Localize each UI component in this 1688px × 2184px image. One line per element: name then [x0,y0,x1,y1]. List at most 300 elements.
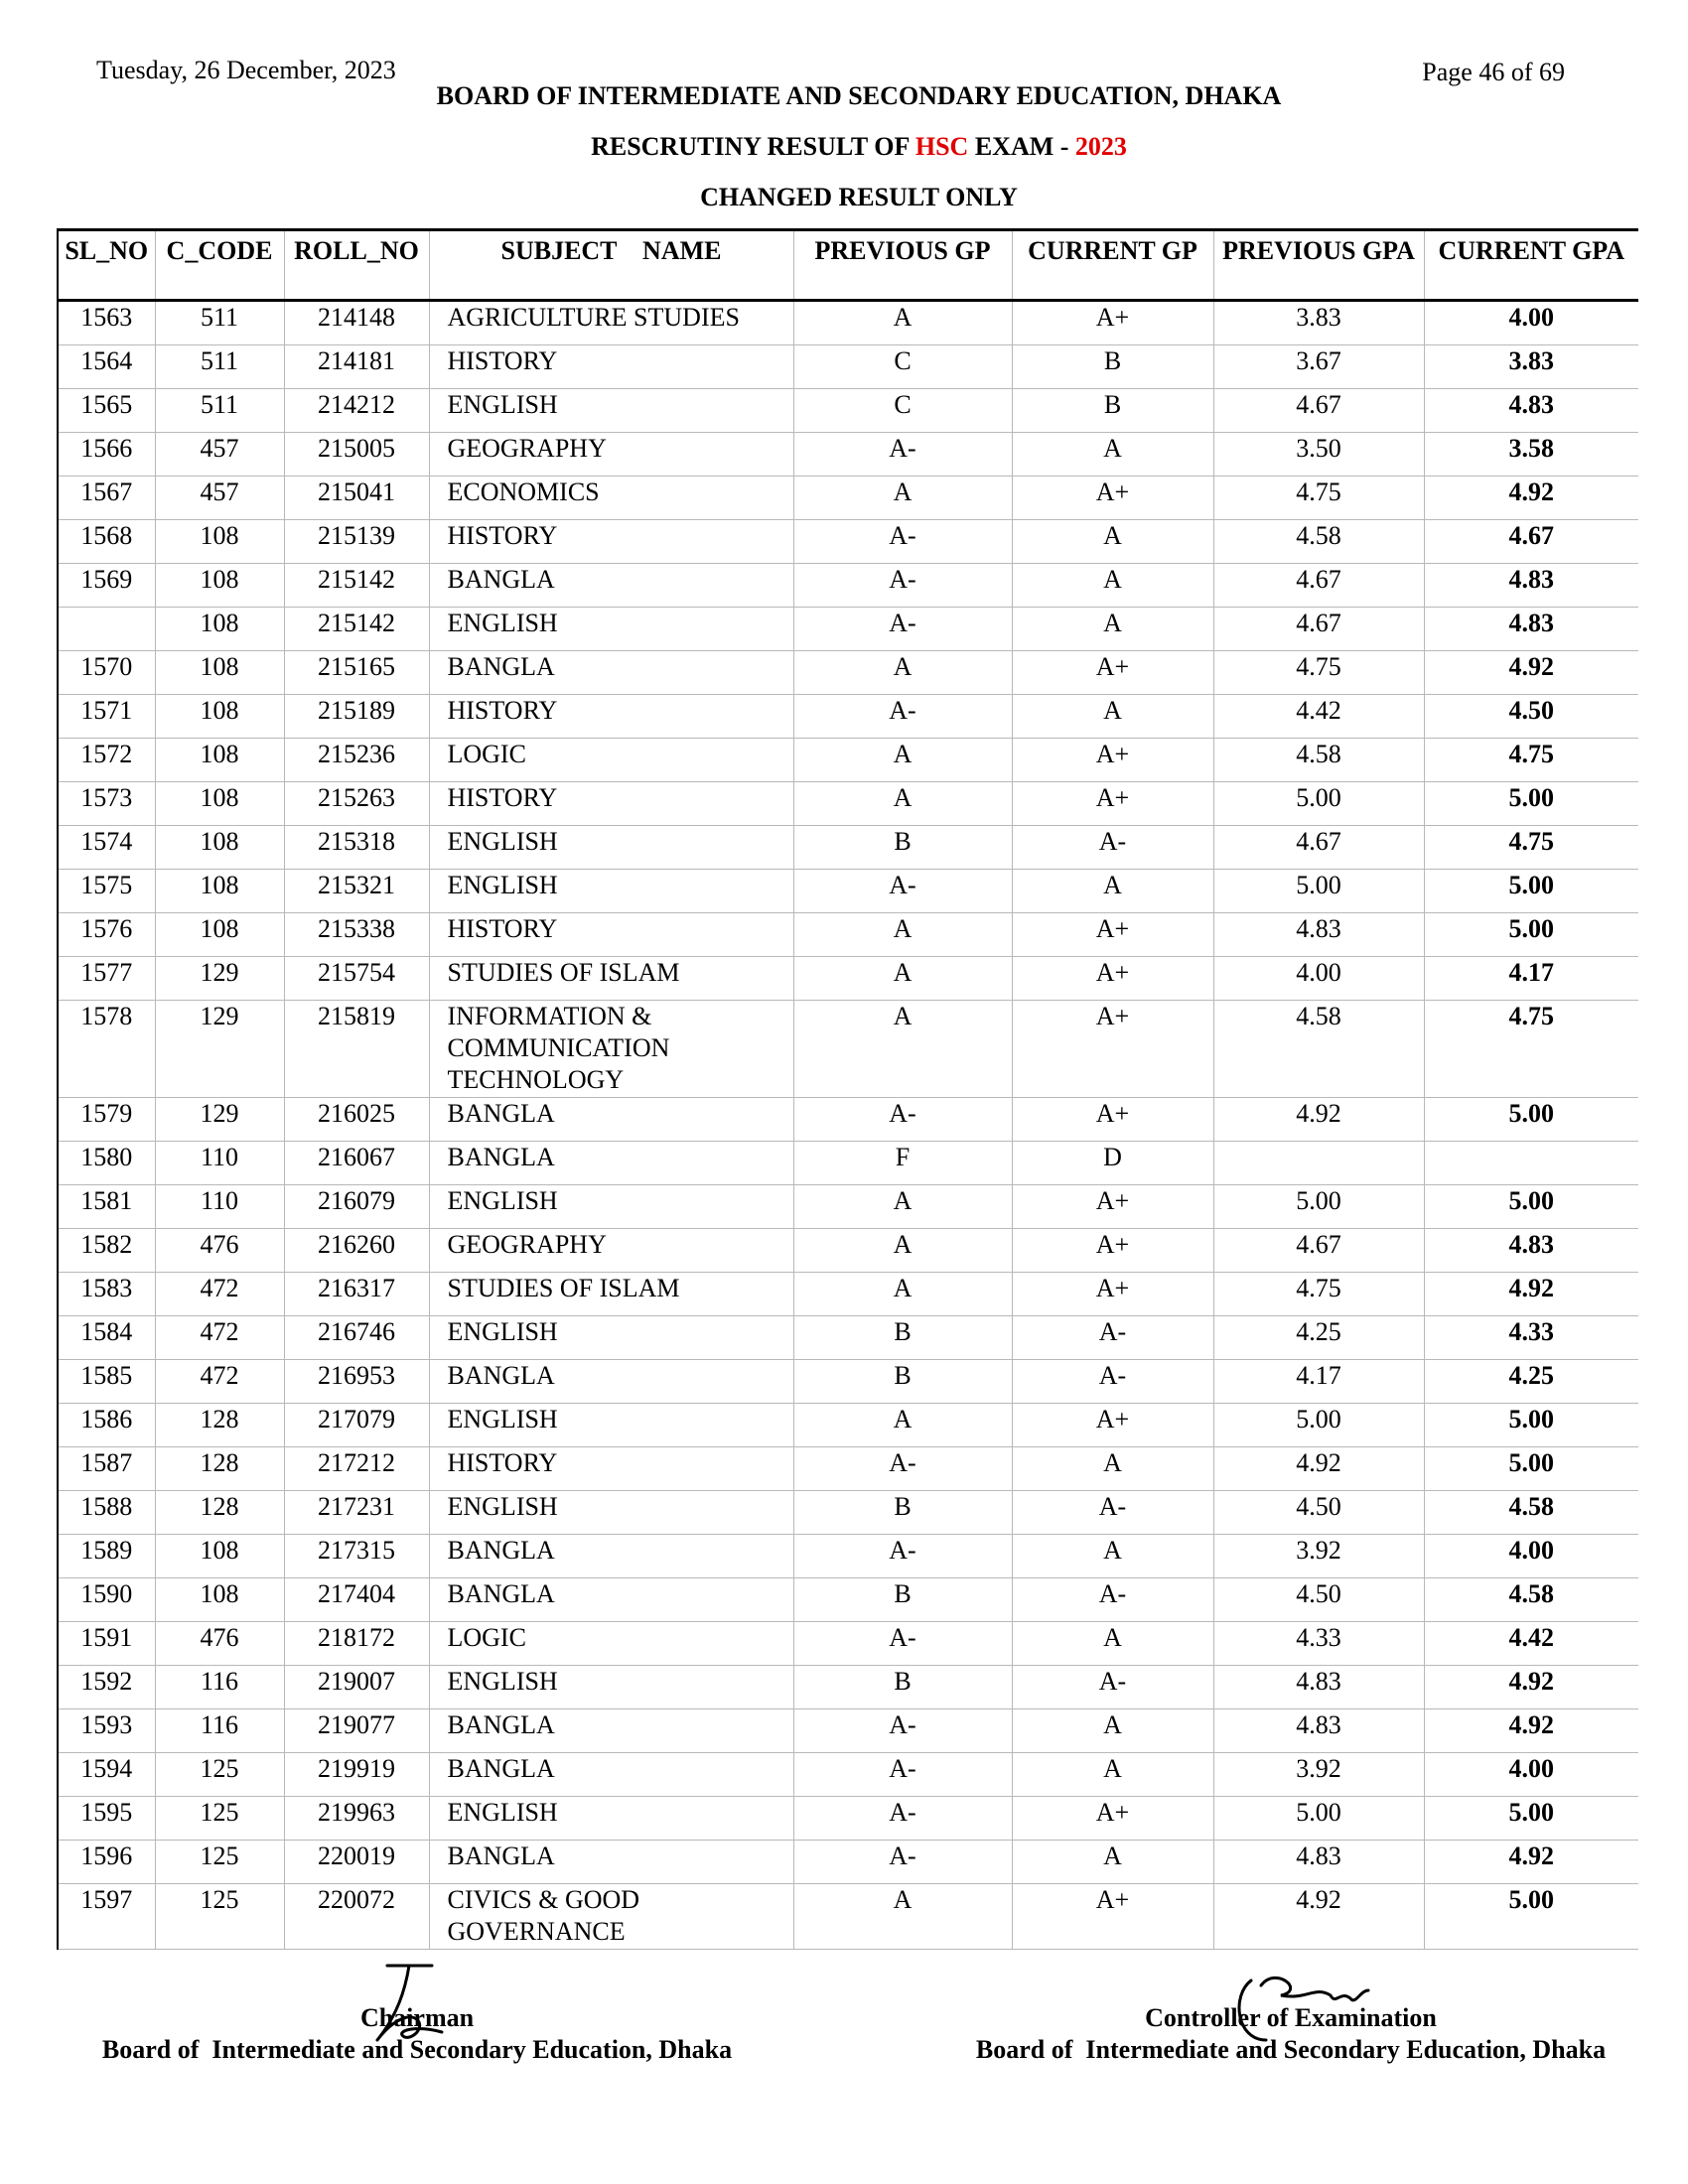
current-gp-cell: A+ [1012,739,1213,782]
table-row [58,1360,1638,1404]
title-mid: EXAM - [968,132,1075,161]
current-gp-cell: A+ [1012,1404,1213,1447]
previous-gpa-cell: 5.00 [1213,1185,1424,1229]
c-code-cell: 128 [155,1447,284,1491]
roll-no-cell: 215139 [284,520,429,564]
previous-gp-cell: A [793,1185,1012,1229]
previous-gp-cell: A- [793,608,1012,651]
subject-cell: LOGIC [429,1622,793,1666]
previous-gpa-cell: 4.83 [1213,913,1424,957]
current-gp-cell: A- [1012,1360,1213,1404]
current-gpa-cell: 5.00 [1424,1447,1638,1491]
table-row [58,564,1638,608]
previous-gpa-cell: 4.83 [1213,1709,1424,1753]
c-code-cell: 129 [155,1098,284,1142]
roll-no-cell: 220019 [284,1841,429,1884]
roll-no-cell: 216953 [284,1360,429,1404]
report-subtitle: CHANGED RESULT ONLY [700,183,1018,211]
current-gp-cell: A+ [1012,913,1213,957]
current-gp-cell: D [1012,1142,1213,1185]
table-body [58,301,1638,1950]
col-header-roll-no: ROLL_NO [284,230,429,301]
c-code-cell: 129 [155,1001,284,1098]
subject-cell: HISTORY [429,520,793,564]
table-row [58,957,1638,1001]
sl-no-cell: 1592 [58,1666,155,1709]
roll-no-cell: 217404 [284,1578,429,1622]
roll-no-cell: 215189 [284,695,429,739]
subject-cell: BANGLA [429,1841,793,1884]
sl-no-cell: 1563 [58,301,155,345]
c-code-cell: 125 [155,1884,284,1950]
table-row [58,1404,1638,1447]
title-year: 2023 [1074,132,1127,161]
table-row [58,1447,1638,1491]
previous-gpa-cell: 4.83 [1213,1666,1424,1709]
current-gpa-cell: 4.50 [1424,695,1638,739]
sl-no-cell: 1596 [58,1841,155,1884]
col-header-c-code: C_CODE [155,230,284,301]
previous-gpa-cell: 4.67 [1213,608,1424,651]
previous-gpa-cell: 4.75 [1213,1273,1424,1316]
chairman-signature-block [70,2002,765,2066]
current-gpa-cell: 4.83 [1424,564,1638,608]
c-code-cell: 476 [155,1622,284,1666]
table-row [58,1491,1638,1535]
previous-gp-cell: A- [793,1535,1012,1578]
c-code-cell: 116 [155,1709,284,1753]
current-gpa-cell: 5.00 [1424,1185,1638,1229]
current-gp-cell: A [1012,1535,1213,1578]
previous-gpa-cell: 4.25 [1213,1316,1424,1360]
sl-no-cell: 1578 [58,1001,155,1098]
current-gp-cell: A- [1012,826,1213,870]
sl-no-cell: 1568 [58,520,155,564]
previous-gp-cell: A- [793,1622,1012,1666]
current-gpa-cell: 4.92 [1424,1841,1638,1884]
subject-cell: LOGIC [429,739,793,782]
current-gp-cell: A+ [1012,782,1213,826]
current-gp-cell: A [1012,564,1213,608]
subject-cell: ENGLISH [429,1404,793,1447]
roll-no-cell: 215263 [284,782,429,826]
table-row [58,1229,1638,1273]
subject-cell: ENGLISH [429,389,793,433]
table-row [58,1753,1638,1797]
sl-no-cell: 1566 [58,433,155,477]
subject-cell: ECONOMICS [429,477,793,520]
c-code-cell: 108 [155,1578,284,1622]
roll-no-cell: 215236 [284,739,429,782]
roll-no-cell: 214212 [284,389,429,433]
sl-no-cell: 1581 [58,1185,155,1229]
table-row [58,870,1638,913]
previous-gpa-cell: 4.50 [1213,1491,1424,1535]
table-row [58,520,1638,564]
current-gpa-cell: 4.75 [1424,739,1638,782]
roll-no-cell: 216079 [284,1185,429,1229]
sl-no-cell: 1576 [58,913,155,957]
c-code-cell: 108 [155,870,284,913]
table-row [58,913,1638,957]
roll-no-cell: 216317 [284,1273,429,1316]
previous-gpa-cell: 4.67 [1213,389,1424,433]
previous-gpa-cell: 4.92 [1213,1447,1424,1491]
chairman-org: Board of Intermediate and Secondary Education, Dhaka [101,2035,733,2064]
table-row [58,651,1638,695]
table-row [58,1535,1638,1578]
previous-gp-cell: A- [793,1753,1012,1797]
roll-no-cell: 217315 [284,1535,429,1578]
previous-gp-cell: B [793,1666,1012,1709]
subject-cell: BANGLA [429,564,793,608]
c-code-cell: 128 [155,1404,284,1447]
page-number: Page 46 of 69 [1422,58,1565,86]
subject-cell: INFORMATION & COMMUNICATION TECHNOLOGY [429,1001,793,1098]
roll-no-cell: 215321 [284,870,429,913]
sl-no-cell: 1586 [58,1404,155,1447]
current-gp-cell: B [1012,345,1213,389]
roll-no-cell: 215005 [284,433,429,477]
roll-no-cell: 217079 [284,1404,429,1447]
previous-gp-cell: A- [793,520,1012,564]
subject-cell: ENGLISH [429,870,793,913]
current-gpa-cell: 4.92 [1424,651,1638,695]
c-code-cell: 472 [155,1360,284,1404]
current-gpa-cell: 3.83 [1424,345,1638,389]
sl-no-cell: 1564 [58,345,155,389]
col-header-current-gp: CURRENT GP [1012,230,1213,301]
current-gp-cell: A [1012,695,1213,739]
c-code-cell: 108 [155,913,284,957]
previous-gp-cell: A- [793,1098,1012,1142]
controller-signature-block [943,2002,1638,2066]
current-gp-cell: A [1012,1709,1213,1753]
title-exam: HSC [914,132,969,161]
current-gp-cell: A+ [1012,957,1213,1001]
subject-cell: ENGLISH [429,1797,793,1841]
current-gpa-cell: 4.33 [1424,1316,1638,1360]
previous-gpa-cell: 4.33 [1213,1622,1424,1666]
c-code-cell: 457 [155,433,284,477]
subject-cell: BANGLA [429,1753,793,1797]
subject-cell: BANGLA [429,1709,793,1753]
current-gpa-cell: 4.58 [1424,1578,1638,1622]
previous-gp-cell: A [793,1273,1012,1316]
current-gp-cell: A- [1012,1578,1213,1622]
current-gpa-cell [1424,1142,1638,1185]
c-code-cell: 476 [155,1229,284,1273]
subject-cell: STUDIES OF ISLAM [429,957,793,1001]
current-gpa-cell: 5.00 [1424,1098,1638,1142]
sl-no-cell: 1593 [58,1709,155,1753]
title-prefix: RESCRUTINY RESULT OF [591,132,915,161]
c-code-cell: 108 [155,608,284,651]
col-header-subject-name: SUBJECT NAME [429,230,793,301]
sl-no-cell: 1565 [58,389,155,433]
current-gpa-cell: 4.00 [1424,301,1638,345]
table-row [58,608,1638,651]
subject-cell: BANGLA [429,1360,793,1404]
roll-no-cell: 215338 [284,913,429,957]
table-row [58,1273,1638,1316]
roll-no-cell: 217231 [284,1491,429,1535]
current-gp-cell: A+ [1012,1185,1213,1229]
controller-org: Board of Intermediate and Secondary Education, Dhaka [975,2035,1607,2064]
subject-cell: HISTORY [429,913,793,957]
roll-no-cell: 214181 [284,345,429,389]
previous-gpa-cell: 3.92 [1213,1753,1424,1797]
table-row [58,1666,1638,1709]
table-row [58,345,1638,389]
subject-cell: AGRICULTURE STUDIES [429,301,793,345]
c-code-cell: 108 [155,826,284,870]
sl-no-cell: 1588 [58,1491,155,1535]
subject-cell: HISTORY [429,1447,793,1491]
c-code-cell: 125 [155,1841,284,1884]
previous-gp-cell: A [793,1001,1012,1098]
c-code-cell: 125 [155,1753,284,1797]
previous-gp-cell: B [793,1316,1012,1360]
current-gpa-cell: 4.92 [1424,1666,1638,1709]
previous-gp-cell: A [793,739,1012,782]
current-gp-cell: A+ [1012,651,1213,695]
table-row [58,1622,1638,1666]
roll-no-cell: 218172 [284,1622,429,1666]
roll-no-cell: 215754 [284,957,429,1001]
table-row [58,389,1638,433]
current-gpa-cell: 4.75 [1424,1001,1638,1098]
table-header-row [58,230,1638,301]
previous-gp-cell: A- [793,564,1012,608]
c-code-cell: 110 [155,1185,284,1229]
previous-gpa-cell: 3.50 [1213,433,1424,477]
table-row [58,782,1638,826]
previous-gpa-cell: 3.67 [1213,345,1424,389]
current-gpa-cell: 4.67 [1424,520,1638,564]
table-row [58,477,1638,520]
subject-cell: HISTORY [429,782,793,826]
roll-no-cell: 215819 [284,1001,429,1098]
c-code-cell: 108 [155,782,284,826]
current-gpa-cell: 5.00 [1424,1884,1638,1950]
roll-no-cell: 219963 [284,1797,429,1841]
current-gp-cell: A- [1012,1666,1213,1709]
subject-cell: STUDIES OF ISLAM [429,1273,793,1316]
sl-no-cell: 1579 [58,1098,155,1142]
previous-gpa-cell: 5.00 [1213,782,1424,826]
c-code-cell: 108 [155,1535,284,1578]
current-gpa-cell: 4.17 [1424,957,1638,1001]
current-gpa-cell: 4.75 [1424,826,1638,870]
current-gpa-cell: 4.92 [1424,477,1638,520]
current-gpa-cell: 5.00 [1424,1797,1638,1841]
report-title [0,132,1688,162]
previous-gp-cell: A [793,782,1012,826]
table-row [58,1185,1638,1229]
current-gpa-cell: 5.00 [1424,1404,1638,1447]
c-code-cell: 457 [155,477,284,520]
report-date: Tuesday, 26 December, 2023 [96,56,396,84]
c-code-cell: 511 [155,301,284,345]
previous-gpa-cell: 4.75 [1213,477,1424,520]
sl-no-cell: 1585 [58,1360,155,1404]
subject-cell: GEOGRAPHY [429,433,793,477]
previous-gp-cell: A- [793,870,1012,913]
previous-gpa-cell: 5.00 [1213,1404,1424,1447]
table-row [58,1884,1638,1950]
subject-cell: BANGLA [429,1098,793,1142]
previous-gp-cell: A [793,1884,1012,1950]
c-code-cell: 472 [155,1316,284,1360]
previous-gp-cell: A [793,1404,1012,1447]
sl-no-cell: 1571 [58,695,155,739]
roll-no-cell: 214148 [284,301,429,345]
table-row [58,826,1638,870]
c-code-cell: 125 [155,1797,284,1841]
roll-no-cell: 219007 [284,1666,429,1709]
current-gpa-cell: 4.83 [1424,389,1638,433]
previous-gpa-cell: 4.58 [1213,739,1424,782]
previous-gp-cell: A [793,651,1012,695]
previous-gp-cell: A [793,957,1012,1001]
previous-gp-cell: A [793,1229,1012,1273]
c-code-cell: 108 [155,651,284,695]
sl-no-cell: 1574 [58,826,155,870]
sl-no-cell: 1567 [58,477,155,520]
previous-gp-cell: F [793,1142,1012,1185]
table-row [58,433,1638,477]
previous-gpa-cell [1213,1142,1424,1185]
previous-gpa-cell: 4.92 [1213,1884,1424,1950]
current-gp-cell: A+ [1012,1001,1213,1098]
previous-gp-cell: B [793,1578,1012,1622]
c-code-cell: 511 [155,345,284,389]
table-row [58,1142,1638,1185]
roll-no-cell: 215165 [284,651,429,695]
current-gp-cell: A+ [1012,301,1213,345]
sl-no-cell: 1582 [58,1229,155,1273]
c-code-cell: 129 [155,957,284,1001]
previous-gp-cell: A [793,477,1012,520]
subject-cell: BANGLA [429,1142,793,1185]
previous-gpa-cell: 4.17 [1213,1360,1424,1404]
sl-no-cell: 1569 [58,564,155,608]
current-gp-cell: A- [1012,1316,1213,1360]
sl-no-cell: 1594 [58,1753,155,1797]
table-row [58,1841,1638,1884]
roll-no-cell: 216260 [284,1229,429,1273]
subject-cell: ENGLISH [429,1316,793,1360]
sl-no-cell: 1595 [58,1797,155,1841]
current-gpa-cell: 4.92 [1424,1273,1638,1316]
current-gpa-cell: 4.83 [1424,608,1638,651]
table-row [58,1797,1638,1841]
subject-cell: ENGLISH [429,1185,793,1229]
sl-no-cell: 1589 [58,1535,155,1578]
roll-no-cell: 220072 [284,1884,429,1950]
previous-gp-cell: B [793,1360,1012,1404]
current-gp-cell: A [1012,1447,1213,1491]
current-gpa-cell: 3.58 [1424,433,1638,477]
previous-gpa-cell: 4.58 [1213,1001,1424,1098]
table-row [58,1316,1638,1360]
current-gp-cell: B [1012,389,1213,433]
roll-no-cell: 216746 [284,1316,429,1360]
previous-gp-cell: A- [793,1841,1012,1884]
table-row [58,1578,1638,1622]
previous-gp-cell: C [793,389,1012,433]
current-gpa-cell: 4.25 [1424,1360,1638,1404]
previous-gp-cell: A- [793,695,1012,739]
previous-gpa-cell: 3.83 [1213,301,1424,345]
current-gpa-cell: 5.00 [1424,782,1638,826]
results-table [57,228,1638,1950]
sl-no-cell: 1583 [58,1273,155,1316]
roll-no-cell: 215041 [284,477,429,520]
c-code-cell: 108 [155,739,284,782]
previous-gpa-cell: 4.75 [1213,651,1424,695]
previous-gpa-cell: 4.42 [1213,695,1424,739]
current-gp-cell: A [1012,1841,1213,1884]
sl-no-cell: 1587 [58,1447,155,1491]
previous-gpa-cell: 4.00 [1213,957,1424,1001]
current-gp-cell: A [1012,1753,1213,1797]
sl-no-cell: 1584 [58,1316,155,1360]
table-row [58,739,1638,782]
current-gp-cell: A [1012,520,1213,564]
c-code-cell: 472 [155,1273,284,1316]
current-gpa-cell: 4.42 [1424,1622,1638,1666]
previous-gpa-cell: 4.67 [1213,826,1424,870]
c-code-cell: 128 [155,1491,284,1535]
subject-cell: CIVICS & GOOD GOVERNANCE [429,1884,793,1950]
c-code-cell: 110 [155,1142,284,1185]
sl-no-cell: 1597 [58,1884,155,1950]
previous-gpa-cell: 4.58 [1213,520,1424,564]
sl-no-cell: 1590 [58,1578,155,1622]
col-header-current-gpa: CURRENT GPA [1424,230,1638,301]
current-gpa-cell: 4.00 [1424,1535,1638,1578]
chairman-title: Chairman [359,2003,475,2032]
previous-gpa-cell: 5.00 [1213,870,1424,913]
roll-no-cell: 217212 [284,1447,429,1491]
previous-gp-cell: A [793,913,1012,957]
sl-no-cell: 1572 [58,739,155,782]
current-gp-cell: A+ [1012,477,1213,520]
previous-gpa-cell: 3.92 [1213,1535,1424,1578]
current-gp-cell: A+ [1012,1797,1213,1841]
c-code-cell: 108 [155,695,284,739]
c-code-cell: 116 [155,1666,284,1709]
subject-cell: BANGLA [429,1535,793,1578]
current-gp-cell: A+ [1012,1273,1213,1316]
sl-no-cell: 1570 [58,651,155,695]
roll-no-cell: 215142 [284,608,429,651]
c-code-cell: 108 [155,520,284,564]
sl-no-cell [58,608,155,651]
previous-gp-cell: B [793,1491,1012,1535]
subject-cell: ENGLISH [429,608,793,651]
col-header-previous-gp: PREVIOUS GP [793,230,1012,301]
previous-gpa-cell: 4.92 [1213,1098,1424,1142]
subject-cell: HISTORY [429,695,793,739]
roll-no-cell: 215142 [284,564,429,608]
subject-cell: ENGLISH [429,1491,793,1535]
col-header-previous-gpa: PREVIOUS GPA [1213,230,1424,301]
roll-no-cell: 219919 [284,1753,429,1797]
sl-no-cell: 1591 [58,1622,155,1666]
